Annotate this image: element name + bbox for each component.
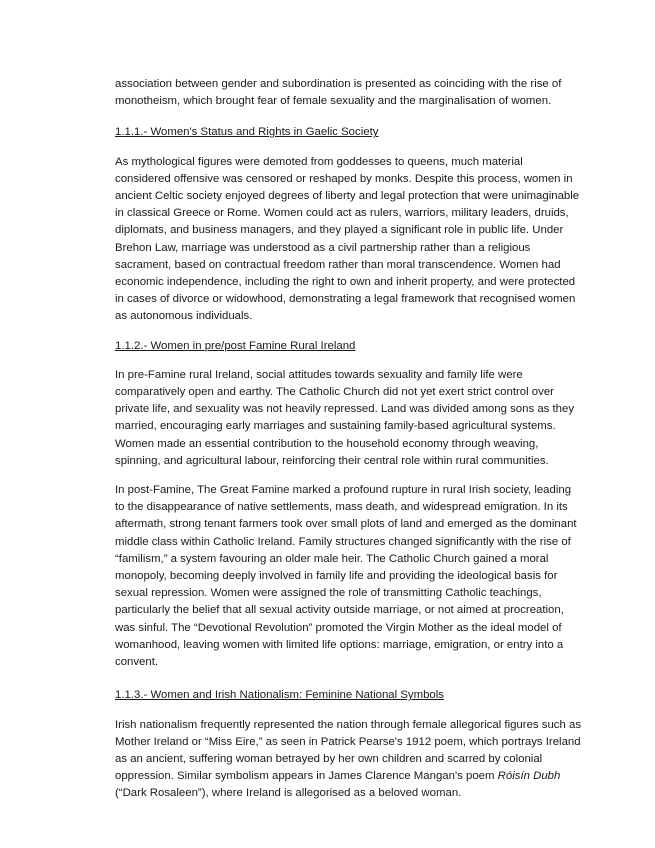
section-1-1-1-paragraph: As mythological figures were demoted from goddesses to queens, much material considered offensive was censored or reshaped by monks. Despite this process, women in ancient Celtic society enjoyed degrees of liberty and legal protection that were unimaginable in classical Greece or Rome. Women could act as rulers, warriors, military leaders, druids, diplomats, and business managers, and they played a significant role in public life. Under Brehon Law, marriage was understood as a civil partnership rather than a religious sacrament, based on contractual freedom rather than moral transcendence. Women had economic independence, including the right to own and inherit property, and were protected in cases of divorce or widowhood, demonstrating a legal framework that recognised women as autonomous individuals. [115,155,580,323]
section-1-1-3-paragraph [115,717,581,803]
intro-paragraph: association between gender and subordination is presented as coinciding with the rise of monotheism, which brought fear of female sexuality and the marginalisation of women. [115,78,562,108]
section-heading-1-1-2: 1.1.2.- Women in pre/post Famine Rural Ireland [115,339,356,352]
section-heading-1-1-1: 1.1.1.- Women's Status and Rights in Gaelic Society [115,126,379,139]
document-page [115,76,581,815]
paragraph-text-after-title: (“Dark Rosaleen”), where Ireland is allegorised as a beloved woman. [115,787,462,800]
poem-title: Róisín Dubh [497,770,561,783]
section-heading-1-1-3: 1.1.3.- Women and Irish Nationalism: Feminine National Symbols [115,689,444,702]
paragraph-text-before-title: Irish nationalism frequently represented the nation through female allegorical figures such as Mother Ireland or “Miss Eire,” as seen in Patrick Pearse's 1912 poem, which portrays Ireland as an ancient, suffering woman betrayed by her own children and scarred by colonial oppression. Similar symbolism appears in James Clarence Mangan's poem [115,718,582,783]
section-1-1-2-paragraph-1: In pre-Famine rural Ireland, social attitudes towards sexuality and family life were comparatively open and earthy. The Catholic Church did not yet exert strict control over private life, and sexuality was not heavily repressed. Land was divided among sons as they married, encouraging early marriages and sustaining family-based agricultural systems. Women made an essential contribution to the household economy through weaving, spinning, and agricultural labour, reinforcing their central role within rural communities. [115,368,575,467]
section-1-1-2-paragraph-2: In post-Famine, The Great Famine marked a profound rupture in rural Irish society, leading to the disappearance of native settlements, mass death, and widespread emigration. In its aftermath, strong tenant farmers took over small plots of land and emerged as the dominant middle class within Catholic Ireland. Family structures changed significantly with the rise of “familism,” a system favouring an older male heir. The Catholic Church gained a moral monopoly, becoming deeply involved in family life and providing the ideological basis for sexual repression. Women were assigned the role of transmitting Catholic teachings, particularly the belief that all sexual activity outside marriage, or not aimed at procreation, was sinful. The “Devotional Revolution” promoted the Virgin Mother as the ideal model of womanhood, leaving women with limited life options: marriage, emigration, or entry into a convent. [115,484,577,669]
